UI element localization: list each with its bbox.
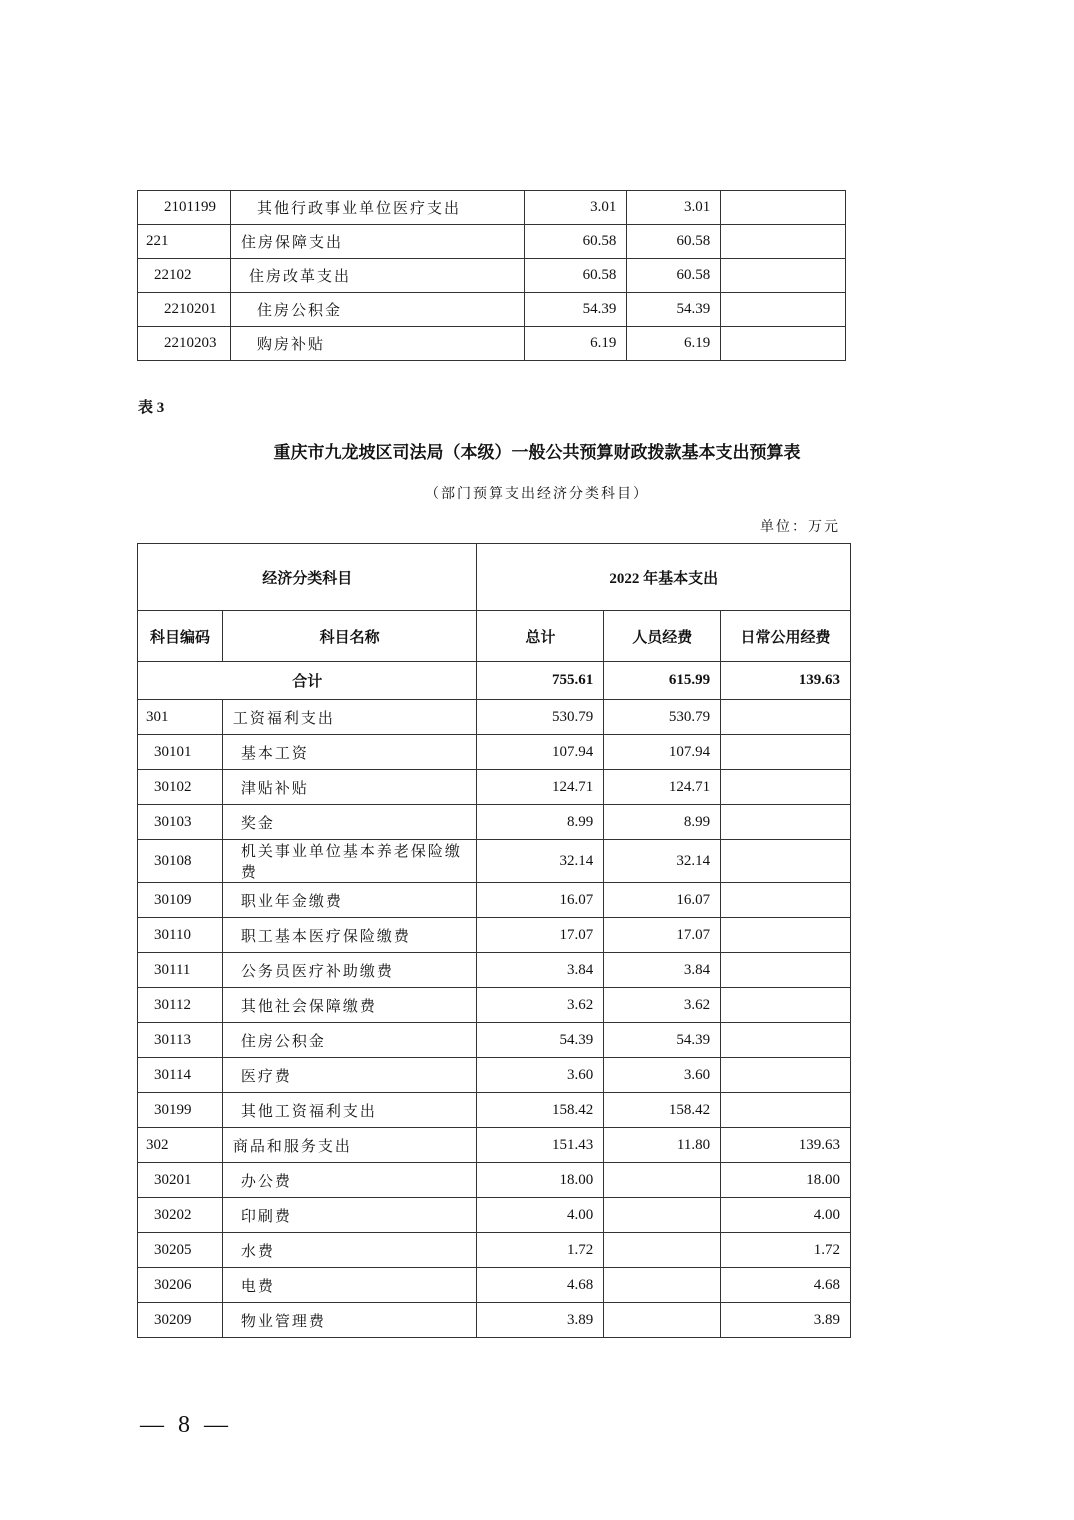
row-public [721,770,851,805]
row-total: 54.39 [525,293,627,327]
page-number: — 8 — [140,1412,232,1438]
table-row [138,1093,851,1128]
row-public [721,1058,851,1093]
row-personnel: 124.71 [604,770,721,805]
row-code: 30114 [138,1058,223,1093]
row-personnel [604,1198,721,1233]
row-personnel: 16.07 [604,883,721,918]
row-personnel [604,1233,721,1268]
row-personnel: 3.84 [604,953,721,988]
row-name: 奖金 [222,805,477,840]
row-code: 2210201 [138,293,231,327]
row-public: 3.89 [721,1303,851,1338]
row-public [721,735,851,770]
row-personnel: 530.79 [604,700,721,735]
row-total: 3.84 [477,953,604,988]
table-row [138,840,851,883]
row-name: 基本工资 [222,735,477,770]
basic-expenditure-table [137,543,851,1338]
row-name: 住房公积金 [222,1023,477,1058]
table-row [138,700,851,735]
row-public: 4.00 [721,1198,851,1233]
row-total: 1.72 [477,1233,604,1268]
col-header-public: 日常公用经费 [721,611,851,662]
row-public [721,840,851,883]
row-total: 151.43 [477,1128,604,1163]
row-code: 2101199 [138,191,231,225]
table-row [138,735,851,770]
expenditure-table-continued [137,190,846,361]
table-row [138,1163,851,1198]
row-name: 公务员医疗补助缴费 [222,953,477,988]
row-name: 住房公积金 [230,293,524,327]
row-total: 158.42 [477,1093,604,1128]
row-name: 物业管理费 [222,1303,477,1338]
table-row [138,327,846,361]
row-code: 30110 [138,918,223,953]
row-total: 60.58 [525,259,627,293]
col-header-code: 科目编码 [138,611,223,662]
row-code: 302 [138,1128,223,1163]
row-personnel: 8.99 [604,805,721,840]
row-name: 印刷费 [222,1198,477,1233]
row-personnel [604,1303,721,1338]
page-title: 重庆市九龙坡区司法局（本级）一般公共预算财政拨款基本支出预算表 [273,443,801,462]
row-name: 津贴补贴 [222,770,477,805]
row-project [721,191,846,225]
header-group-economic: 经济分类科目 [138,544,477,611]
sum-label: 合计 [138,662,477,700]
row-basic: 6.19 [627,327,721,361]
col-header-name: 科目名称 [222,611,477,662]
table-row [138,1023,851,1058]
row-name: 工资福利支出 [222,700,477,735]
row-public [721,953,851,988]
row-code: 30201 [138,1163,223,1198]
table-row [138,1128,851,1163]
row-code: 30101 [138,735,223,770]
row-name: 住房改革支出 [230,259,524,293]
row-code: 30108 [138,840,223,883]
row-personnel [604,1163,721,1198]
col-header-total: 总计 [477,611,604,662]
row-name: 办公费 [222,1163,477,1198]
table-row [138,1233,851,1268]
row-personnel [604,1268,721,1303]
table-row [138,805,851,840]
row-name: 医疗费 [222,1058,477,1093]
row-personnel: 54.39 [604,1023,721,1058]
row-public: 4.68 [721,1268,851,1303]
row-code: 30199 [138,1093,223,1128]
row-code: 30206 [138,1268,223,1303]
row-public: 1.72 [721,1233,851,1268]
row-project [721,293,846,327]
unit-label: 单位：万元 [760,520,840,535]
row-public [721,805,851,840]
table-row [138,770,851,805]
row-name: 水费 [222,1233,477,1268]
row-public [721,700,851,735]
row-total: 54.39 [477,1023,604,1058]
row-name: 购房补贴 [230,327,524,361]
table-row [138,259,846,293]
row-personnel: 17.07 [604,918,721,953]
row-total: 3.01 [525,191,627,225]
row-total: 32.14 [477,840,604,883]
row-project [721,327,846,361]
row-total: 3.60 [477,1058,604,1093]
row-total: 530.79 [477,700,604,735]
row-code: 301 [138,700,223,735]
table-row [138,225,846,259]
row-code: 30113 [138,1023,223,1058]
row-total: 17.07 [477,918,604,953]
page-subtitle: （部门预算支出经济分类科目） [425,487,649,502]
row-name: 其他工资福利支出 [222,1093,477,1128]
table-row [138,1058,851,1093]
row-code: 30202 [138,1198,223,1233]
sum-public: 139.63 [721,662,851,700]
row-total: 4.00 [477,1198,604,1233]
row-name: 商品和服务支出 [222,1128,477,1163]
row-public [721,988,851,1023]
row-basic: 60.58 [627,259,721,293]
table-label: 表 3 [138,400,165,416]
row-basic: 54.39 [627,293,721,327]
row-basic: 3.01 [627,191,721,225]
header-group-year: 2022 年基本支出 [477,544,851,611]
table-row [138,953,851,988]
row-code: 30205 [138,1233,223,1268]
row-code: 30102 [138,770,223,805]
row-total: 4.68 [477,1268,604,1303]
row-personnel: 107.94 [604,735,721,770]
row-total: 16.07 [477,883,604,918]
sum-personnel: 615.99 [604,662,721,700]
row-name: 住房保障支出 [230,225,524,259]
row-public [721,883,851,918]
row-name: 电费 [222,1268,477,1303]
row-total: 124.71 [477,770,604,805]
row-code: 30103 [138,805,223,840]
row-code: 2210203 [138,327,231,361]
row-name: 其他行政事业单位医疗支出 [230,191,524,225]
table-row [138,191,846,225]
col-header-personnel: 人员经费 [604,611,721,662]
row-total: 60.58 [525,225,627,259]
row-code: 30209 [138,1303,223,1338]
row-name: 职工基本医疗保险缴费 [222,918,477,953]
row-public [721,1093,851,1128]
row-total: 8.99 [477,805,604,840]
row-total: 107.94 [477,735,604,770]
row-project [721,225,846,259]
row-code: 30109 [138,883,223,918]
row-name: 职业年金缴费 [222,883,477,918]
row-basic: 60.58 [627,225,721,259]
table-row [138,293,846,327]
row-personnel: 11.80 [604,1128,721,1163]
row-name: 机关事业单位基本养老保险缴费 [222,840,477,883]
table-row [138,988,851,1023]
row-public [721,1023,851,1058]
sum-total: 755.61 [477,662,604,700]
row-name: 其他社会保障缴费 [222,988,477,1023]
row-total: 6.19 [525,327,627,361]
row-code: 30112 [138,988,223,1023]
row-public: 139.63 [721,1128,851,1163]
table-row [138,918,851,953]
table-row [138,1303,851,1338]
row-personnel: 3.62 [604,988,721,1023]
table-row [138,1198,851,1233]
row-total: 3.89 [477,1303,604,1338]
row-public [721,918,851,953]
table-row [138,1268,851,1303]
row-code: 221 [138,225,231,259]
row-total: 3.62 [477,988,604,1023]
row-project [721,259,846,293]
row-code: 22102 [138,259,231,293]
row-personnel: 158.42 [604,1093,721,1128]
row-personnel: 32.14 [604,840,721,883]
row-code: 30111 [138,953,223,988]
row-personnel: 3.60 [604,1058,721,1093]
row-public: 18.00 [721,1163,851,1198]
row-total: 18.00 [477,1163,604,1198]
table-row [138,883,851,918]
